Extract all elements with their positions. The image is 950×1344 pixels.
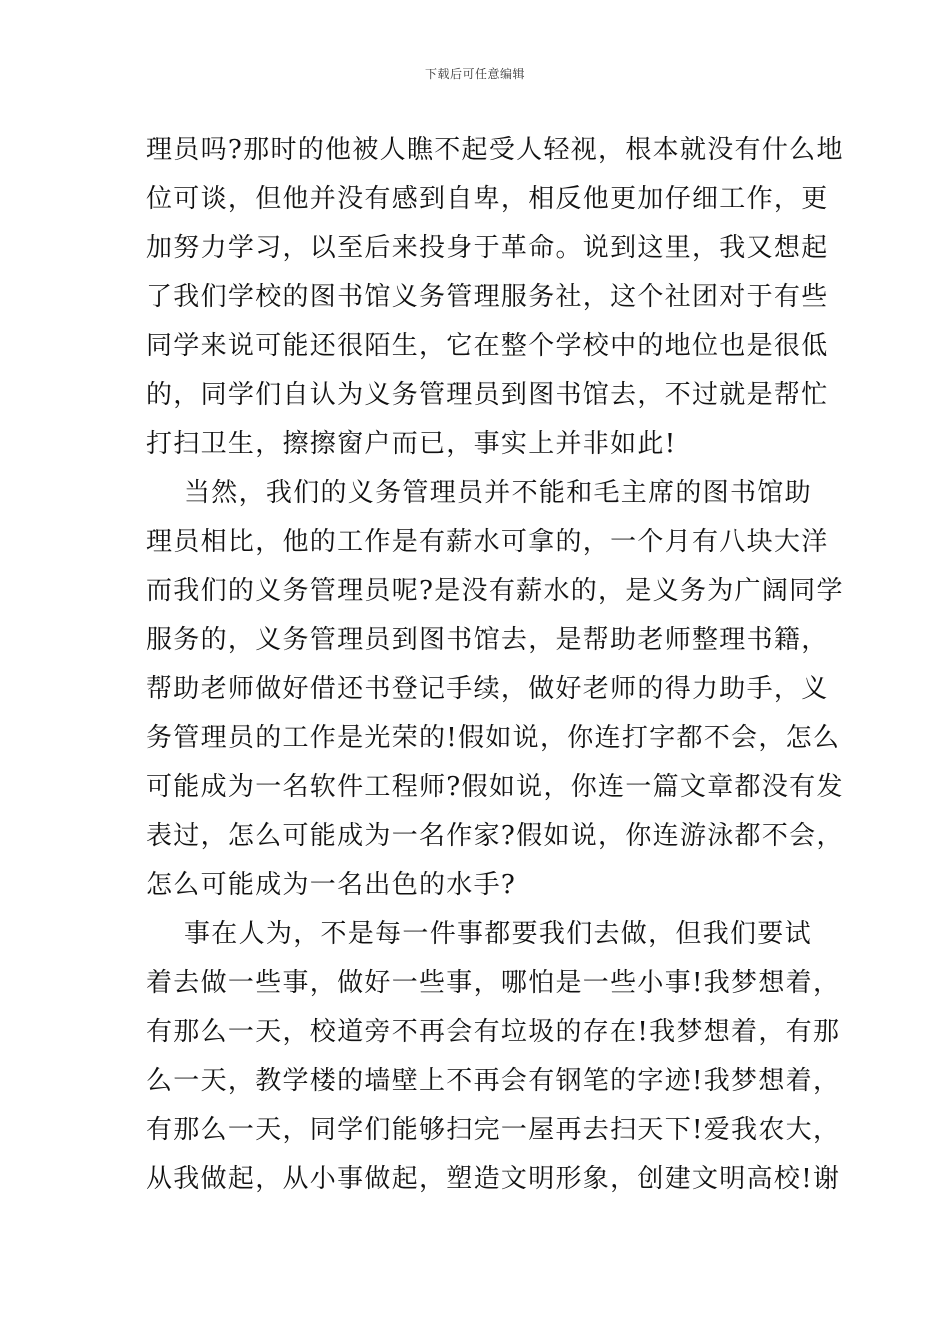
text-line: 着去做一些事，做好一些事，哪怕是一些小事!我梦想着， <box>146 968 841 998</box>
text-line: 么一天，教学楼的墙壁上不再会有钢笔的字迹!我梦想着， <box>146 1066 841 1096</box>
text-line: 加努力学习，以至后来投身于革命。说到这里，我又想起 <box>146 233 829 263</box>
paragraph-3 <box>146 910 841 1204</box>
text-line: 了我们学校的图书馆义务管理服务社，这个社团对于有些 <box>146 282 829 312</box>
text-line: 理员吗?那时的他被人瞧不起受人轻视，根本就没有什么地 <box>146 135 844 165</box>
text-line: 务管理员的工作是光荣的!假如说，你连打字都不会，怎么 <box>146 723 841 753</box>
text-line: 表过，怎么可能成为一名作家?假如说，你连游泳都不会， <box>146 821 844 851</box>
text-line: 怎么可能成为一名出色的水手? <box>146 870 517 900</box>
text-line: 事在人为，不是每一件事都要我们去做，但我们要试 <box>184 919 812 949</box>
text-line: 当然，我们的义务管理员并不能和毛主席的图书馆助 <box>184 478 812 508</box>
text-line: 帮助老师做好借还书登记手续，做好老师的得力助手，义 <box>146 674 829 704</box>
text-line: 的，同学们自认为义务管理员到图书馆去，不过就是帮忙 <box>146 380 829 410</box>
text-line: 位可谈，但他并没有感到自卑，相反他更加仔细工作，更 <box>146 184 829 214</box>
text-line: 从我做起，从小事做起，塑造文明形象，创建文明高校!谢 <box>146 1164 841 1194</box>
document-body <box>146 126 844 1204</box>
text-line: 同学来说可能还很陌生，它在整个学校中的地位也是很低 <box>146 331 829 361</box>
text-line: 服务的，义务管理员到图书馆去，是帮助老师整理书籍， <box>146 625 829 655</box>
text-line: 有那么一天，同学们能够扫完一屋再去扫天下!爱我农大， <box>146 1115 841 1145</box>
paragraph-2 <box>146 469 844 910</box>
text-line: 可能成为一名软件工程师?假如说，你连一篇文章都没有发 <box>146 772 844 802</box>
page-header: 下载后可任意编辑 <box>424 67 525 81</box>
text-line: 有那么一天，校道旁不再会有垃圾的存在!我梦想着，有那 <box>146 1017 841 1047</box>
text-line: 而我们的义务管理员呢?是没有薪水的，是义务为广阔同学 <box>146 576 844 606</box>
paragraph-1 <box>146 126 844 469</box>
text-line: 打扫卫生，擦擦窗户而已，事实上并非如此! <box>146 429 677 459</box>
text-line: 理员相比，他的工作是有薪水可拿的，一个月有八块大洋 <box>146 527 829 557</box>
